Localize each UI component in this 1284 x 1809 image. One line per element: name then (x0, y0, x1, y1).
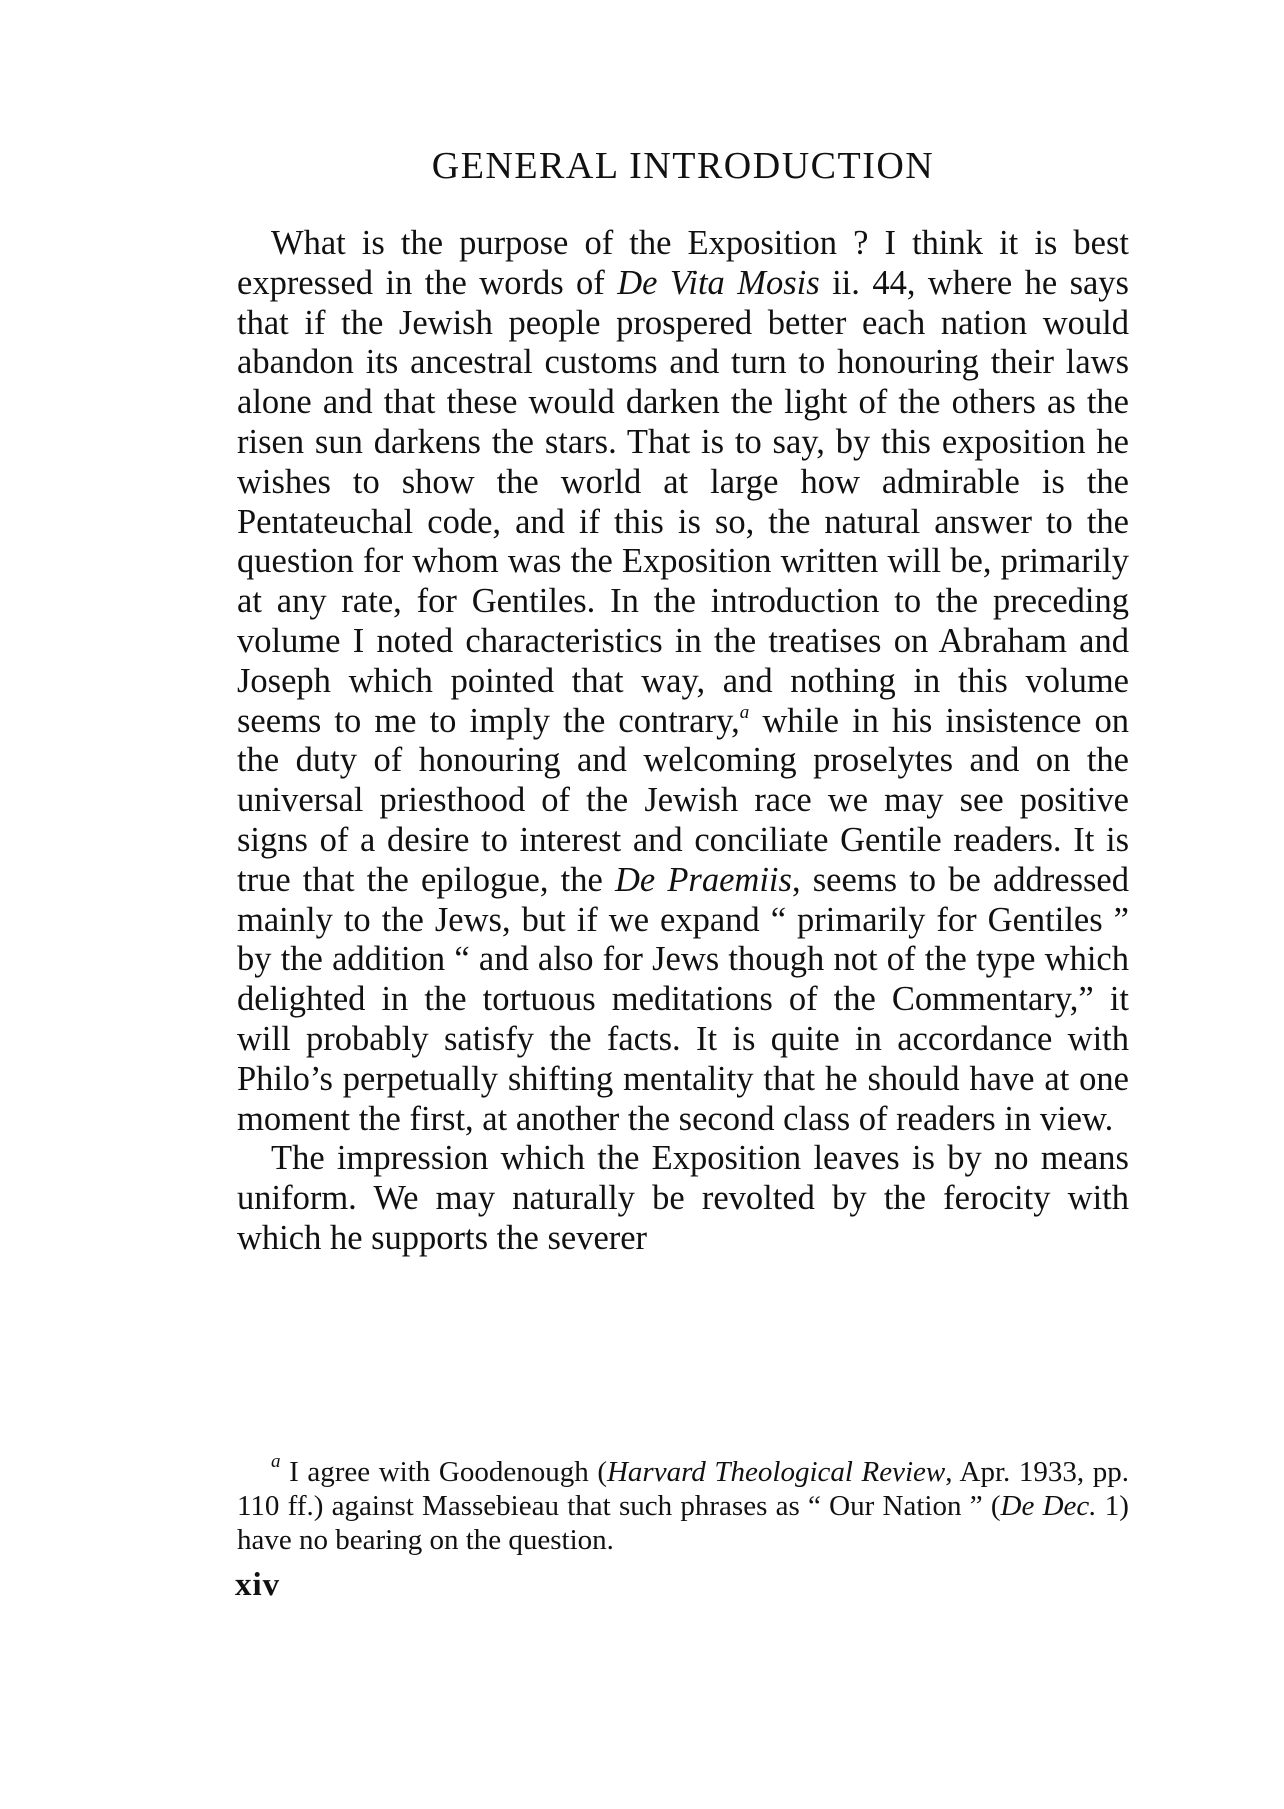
title-harvard-theological-review: Harvard Theological Review (606, 1456, 946, 1488)
paragraph-purpose-text-4: , seems to be addressed mainly to the Jews, but if we expand “ primarily for Gentiles ” by the addition “ and also for Jews though not of the type which delighted in the tortuous meditations of the Commentary,” it will probably satisfy the facts. It is quite in accordance with Philo’s perpetually shifting mentality that he should have at one moment the first, at another the second class of readers in view. (237, 860, 1129, 1138)
page-number: xiv (235, 1567, 281, 1603)
body-text (237, 224, 1129, 1259)
footnote-a (237, 1451, 1129, 1557)
footnote-text-1: I agree with Goodenough ( (280, 1456, 607, 1488)
paragraph-impression (237, 1139, 1129, 1258)
paragraph-purpose-text-1: What is the purpose of the Exposition ? I think it is best expressed in the words of (237, 224, 1129, 302)
footnote-marker: a (271, 1451, 281, 1472)
footnote-text-2: , Apr. 1933, pp. 110 ff.) against Massebieau that such phrases as “ Our Nation ” ( (237, 1456, 1129, 1522)
paragraph-purpose-text-3: while in his insistence on the duty of honouring and welcoming proselytes and on the universal priesthood of the Jewish race we may see positive signs of a desire to interest and conciliate Gentile readers. It is true that the epilogue, the (237, 701, 1130, 899)
paragraph-purpose-text-2: ii. 44, where he says that if the Jewish people prospered better each nation would abandon its ancestral customs and turn to honouring their laws alone and that these would darken the light of the others as the risen sun darkens the stars. That is to say, by this exposition he wishes to show the world at large how admirable is the Pentateuchal code, and if this is so, the natural answer to the question for whom was the Exposition written will be, primarily at any rate, for Gentiles. In the introduction to the preceding volume I noted characteristics in the treatises on Abraham and Joseph which pointed that way, and nothing in this volume seems to me to imply the contrary, (237, 263, 1129, 740)
title-de-dec: De Dec. (1000, 1490, 1097, 1522)
footnote-reference-a: a (739, 701, 750, 723)
paragraph-purpose (237, 224, 1129, 1139)
title-de-praemiis: De Praemiis (614, 860, 792, 899)
title-de-vita-mosis: De Vita Mosis (617, 263, 820, 302)
footnote-text-3: 1) have no bearing on the question. (237, 1490, 1129, 1556)
paragraph-impression-text: The impression which the Exposition leaves is by no means uniform. We may naturally be revolted by the ferocity with which he supports the severer (237, 1139, 1129, 1257)
footnote (237, 1451, 1129, 1557)
running-head: GENERAL INTRODUCTION (431, 145, 935, 187)
